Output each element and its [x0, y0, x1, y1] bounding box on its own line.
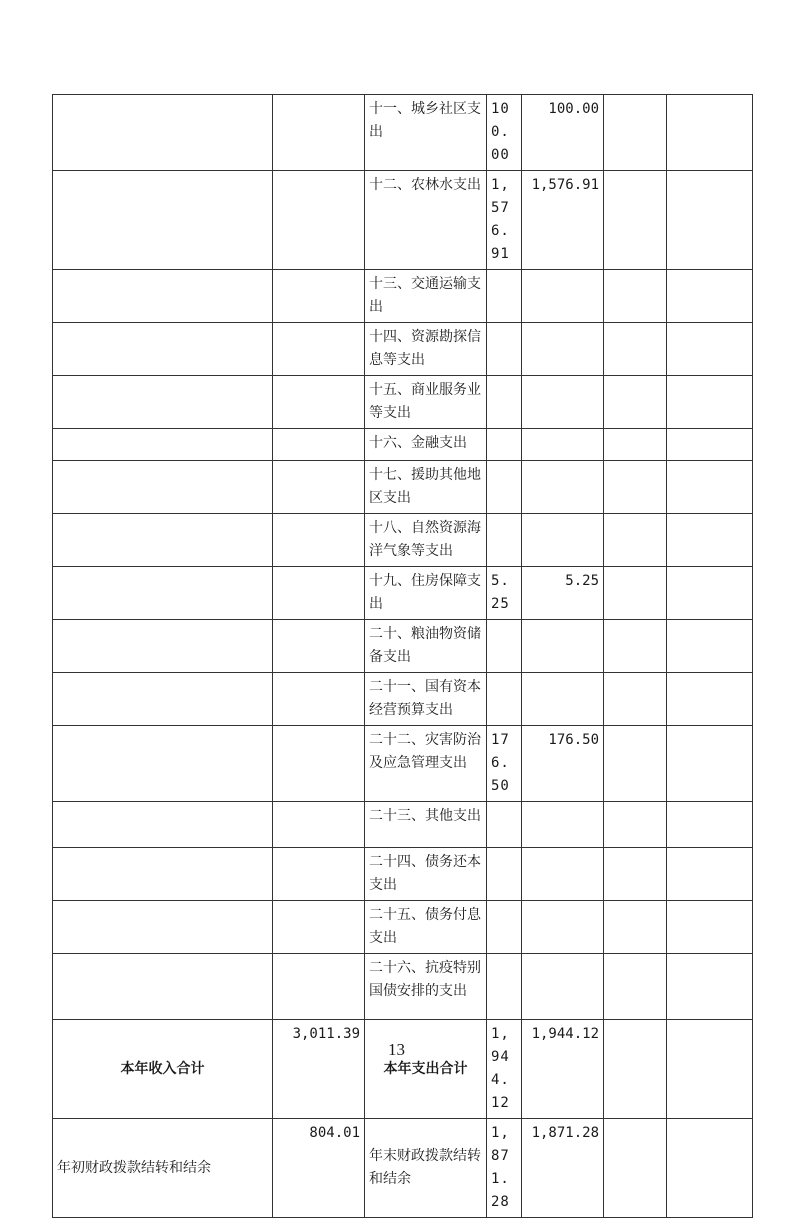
expense-narrow-amount: [487, 620, 522, 673]
expense-item: 十四、资源勘探信息等支出: [365, 323, 487, 376]
empty-cell: [604, 323, 667, 376]
expense-amount: 176.50: [522, 726, 604, 802]
empty-cell: [667, 376, 753, 429]
empty-cell: [53, 376, 273, 429]
expense-row: [53, 901, 753, 954]
empty-cell: [273, 954, 365, 1020]
empty-cell: [273, 514, 365, 567]
expense-item: 十二、农林水支出: [365, 171, 487, 270]
expense-item: 十八、自然资源海洋气象等支出: [365, 514, 487, 567]
empty-cell: [273, 171, 365, 270]
expense-row: [53, 673, 753, 726]
empty-cell: [604, 1119, 667, 1218]
end-balance-label: 年末财政拨款结转和结余: [365, 1119, 487, 1218]
empty-cell: [604, 567, 667, 620]
expense-total-value: 1,944.12: [522, 1020, 604, 1119]
expense-amount: 100.00: [522, 95, 604, 171]
expense-narrow-amount: [487, 848, 522, 901]
expense-row: [53, 567, 753, 620]
expense-amount: [522, 514, 604, 567]
empty-cell: [604, 376, 667, 429]
expense-narrow-amount: 5.25: [487, 567, 522, 620]
empty-cell: [604, 171, 667, 270]
empty-cell: [604, 726, 667, 802]
empty-cell: [53, 673, 273, 726]
expense-narrow-amount: 1,576.91: [487, 171, 522, 270]
expense-item: 二十四、债务还本支出: [365, 848, 487, 901]
empty-cell: [53, 171, 273, 270]
empty-cell: [604, 954, 667, 1020]
expense-amount: 1,576.91: [522, 171, 604, 270]
expense-narrow-amount: [487, 270, 522, 323]
empty-cell: [604, 95, 667, 171]
empty-cell: [273, 95, 365, 171]
empty-cell: [53, 461, 273, 514]
expense-item: 十五、商业服务业等支出: [365, 376, 487, 429]
empty-cell: [273, 901, 365, 954]
end-balance-value: 1,871.28: [522, 1119, 604, 1218]
empty-cell: [273, 376, 365, 429]
income-total-value: 3,011.39: [273, 1020, 365, 1119]
expense-amount: [522, 848, 604, 901]
empty-cell: [667, 954, 753, 1020]
expense-item: 十一、城乡社区支出: [365, 95, 487, 171]
expense-amount: [522, 673, 604, 726]
expense-row: [53, 323, 753, 376]
expense-total-label: 本年支出合计: [365, 1020, 487, 1119]
empty-cell: [667, 429, 753, 461]
expense-row: [53, 95, 753, 171]
expense-item: 十三、交通运输支出: [365, 270, 487, 323]
expense-row: [53, 171, 753, 270]
empty-cell: [273, 673, 365, 726]
expense-narrow-amount: [487, 802, 522, 848]
expense-row: [53, 514, 753, 567]
empty-cell: [604, 620, 667, 673]
expense-item: 二十二、灾害防治及应急管理支出: [365, 726, 487, 802]
expense-total-narrow: 1,944.12: [487, 1020, 522, 1119]
expense-row: [53, 620, 753, 673]
expense-row: [53, 429, 753, 461]
empty-cell: [273, 270, 365, 323]
expense-item: 十六、金融支出: [365, 429, 487, 461]
empty-cell: [667, 461, 753, 514]
expense-row: [53, 954, 753, 1020]
empty-cell: [53, 802, 273, 848]
empty-cell: [667, 901, 753, 954]
expense-row: [53, 802, 753, 848]
empty-cell: [604, 429, 667, 461]
expense-amount: [522, 802, 604, 848]
empty-cell: [604, 802, 667, 848]
page-number: 13: [388, 1040, 405, 1059]
start-balance-value: 804.01: [273, 1119, 365, 1218]
empty-cell: [604, 848, 667, 901]
empty-cell: [53, 95, 273, 171]
expense-item: 二十、粮油物资储备支出: [365, 620, 487, 673]
empty-cell: [273, 726, 365, 802]
expense-narrow-amount: [487, 673, 522, 726]
empty-cell: [604, 514, 667, 567]
expense-item: 十九、住房保障支出: [365, 567, 487, 620]
empty-cell: [667, 1020, 753, 1119]
empty-cell: [604, 673, 667, 726]
empty-cell: [273, 429, 365, 461]
end-balance-narrow: 1,871.28: [487, 1119, 522, 1218]
expense-amount: [522, 323, 604, 376]
expense-item: 二十三、其他支出: [365, 802, 487, 848]
start-balance-label: 年初财政拨款结转和结余: [53, 1119, 273, 1218]
expense-amount: [522, 376, 604, 429]
empty-cell: [667, 567, 753, 620]
expense-amount: [522, 270, 604, 323]
empty-cell: [667, 620, 753, 673]
expense-narrow-amount: [487, 901, 522, 954]
expense-item: 二十五、债务付息支出: [365, 901, 487, 954]
expense-narrow-amount: [487, 954, 522, 1020]
empty-cell: [667, 323, 753, 376]
expense-narrow-amount: [487, 514, 522, 567]
empty-cell: [273, 802, 365, 848]
empty-cell: [667, 270, 753, 323]
empty-cell: [667, 95, 753, 171]
empty-cell: [604, 1020, 667, 1119]
empty-cell: [53, 429, 273, 461]
empty-cell: [273, 848, 365, 901]
empty-cell: [604, 270, 667, 323]
balance-row: [53, 1119, 753, 1218]
expense-item: 十七、援助其他地区支出: [365, 461, 487, 514]
expense-row: [53, 376, 753, 429]
empty-cell: [667, 726, 753, 802]
expense-row: [53, 726, 753, 802]
expense-narrow-amount: [487, 376, 522, 429]
expense-row: [53, 848, 753, 901]
expense-narrow-amount: 176.50: [487, 726, 522, 802]
annual-total-row: [53, 1020, 753, 1119]
empty-cell: [273, 620, 365, 673]
empty-cell: [667, 848, 753, 901]
empty-cell: [667, 171, 753, 270]
empty-cell: [53, 567, 273, 620]
expense-item: 二十六、抗疫特别国债安排的支出: [365, 954, 487, 1020]
empty-cell: [667, 1119, 753, 1218]
empty-cell: [604, 461, 667, 514]
expense-narrow-amount: [487, 323, 522, 376]
empty-cell: [53, 270, 273, 323]
expense-amount: 5.25: [522, 567, 604, 620]
empty-cell: [53, 620, 273, 673]
expense-amount: [522, 429, 604, 461]
expense-narrow-amount: [487, 429, 522, 461]
empty-cell: [667, 673, 753, 726]
expense-amount: [522, 954, 604, 1020]
empty-cell: [667, 514, 753, 567]
empty-cell: [53, 848, 273, 901]
empty-cell: [53, 726, 273, 802]
expense-rows: [53, 95, 753, 1020]
empty-cell: [667, 802, 753, 848]
empty-cell: [273, 323, 365, 376]
empty-cell: [53, 323, 273, 376]
empty-cell: [604, 901, 667, 954]
expense-amount: [522, 901, 604, 954]
expense-narrow-amount: [487, 461, 522, 514]
empty-cell: [53, 954, 273, 1020]
income-total-label: 本年收入合计: [53, 1020, 273, 1119]
empty-cell: [273, 567, 365, 620]
empty-cell: [53, 901, 273, 954]
expense-narrow-amount: 100.00: [487, 95, 522, 171]
expense-amount: [522, 461, 604, 514]
expense-row: [53, 461, 753, 514]
empty-cell: [273, 461, 365, 514]
expense-item: 二十一、国有资本经营预算支出: [365, 673, 487, 726]
expense-amount: [522, 620, 604, 673]
empty-cell: [53, 514, 273, 567]
expense-row: [53, 270, 753, 323]
